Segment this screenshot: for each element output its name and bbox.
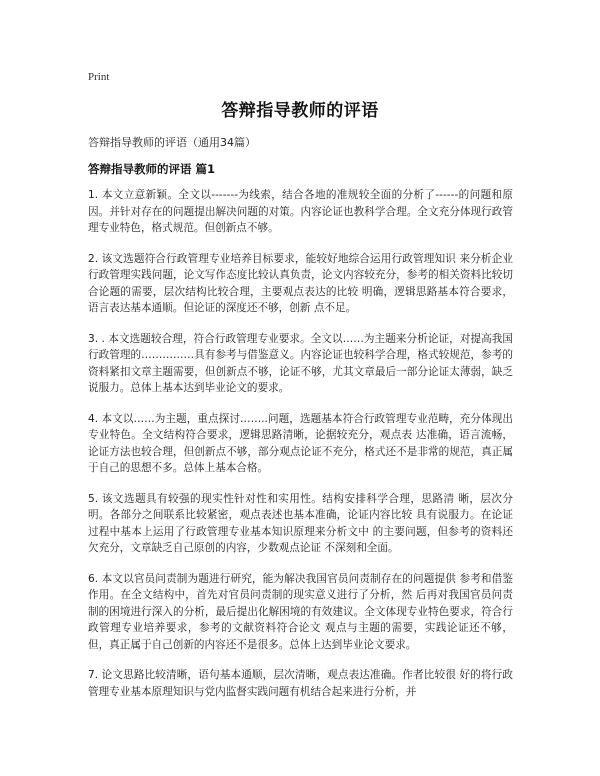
paragraph-1: 1. 本文立意新颖。全文以-------为线索，结合各地的准规较全面的分析了------的问题和原因。并针对存在的问题提出解决问题的对策。内容论证也教科学合理。全文充分体现行政管理专业特色，格式规范。但创新点不够。 xyxy=(88,189,513,234)
document-subtitle: 答辩指导教师的评语（通用34篇） xyxy=(88,136,256,149)
paragraph-list xyxy=(88,187,513,714)
page-title: 答辩指导教师的评语 xyxy=(221,101,379,121)
paragraph-5: 5. 该文选题具有较强的现实性针对性和实用性。结构安排科学合理，思路清 晰，层次分明。各部分之间联系比较紧密，观点表述也基本准确，论证内容比较 具有说服力。在论证过程中基本上运用了行政管理专业基本知识原理来分析文中 的主要问题，但参考的资料还欠充分，文章缺乏自己原创的内容，少数观点论证 不深刻和全面。 xyxy=(88,492,513,554)
paragraph-2: 2. 该文选题符合行政管理专业培养目标要求，能较好地综合运用行政管理知识 来分析企业行政管理实践问题，论文写作态度比较认真负责，论文内容较充分，参考的相关资料比较切合论题的需要，层次结构比较合理，主要观点表达的比较 明确，逻辑思路基本符合要求，语言表达基本通顺。但论证的深度还不够，创新 点不足。 xyxy=(88,252,513,314)
paragraph-7: 7. 论文思路比较清晰，语句基本通顺，层次清晰，观点表达准确。作者比较很 好的将行政管理专业基本原理知识与党内监督实践问题有机结合起来进行分析，并 xyxy=(88,669,513,698)
paragraph-4: 4. 本文以……为主题，重点探讨……..问题，选题基本符合行政管理专业范畴，充分体现出专业特色。全文结构符合要求，逻辑思路清晰，论据较充分，观点表 达准确，语言流畅，论证方法也较合理，但创新点不够，部分观点论证不充分，格式还不是非常的规范，真正属于自己的思想不多。总体上基本合格。 xyxy=(88,412,513,474)
paragraph-6: 6. 本文以官员问责制为题进行研究，能为解决我国官员问责制存在的问题提供 参考和借鉴作用。在全文结构中，首先对官员问责制的现实意义进行了分析，然 后再对我国官员问责制的困境进行深入的分析，最后提出化解困境的有效建议。全文体现专业特色要求，符合行政管理专业培养要求，参考的文献资料符合论文 观点与主题的需要，实践论证还不够，但，真正属于自己创新的内容还不是很多。总体上达到毕业论文要求。 xyxy=(88,572,513,651)
section-heading: 答辩指导教师的评语 篇1 xyxy=(88,162,216,176)
print-link[interactable]: Print xyxy=(88,71,110,83)
paragraph-3: 3. . 本文选题较合理，符合行政管理专业要求。全文以……为主题来分析论证，对提高我国行政管理的……………具有参考与借鉴意义。内容论证也较科学合理，格式较规范，参考的资料紧扣文章主题需要，但创新点不够，论证不够，尤其文章最后一部分论证太薄弱，缺乏说服力。总体上基本达到毕业论文的要求。 xyxy=(88,332,513,394)
